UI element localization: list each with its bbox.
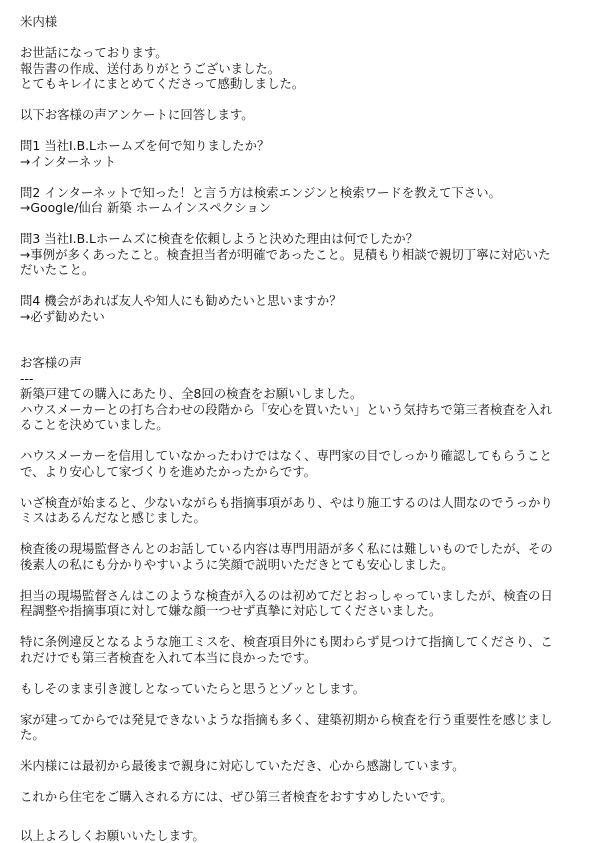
voice-paragraph [20, 712, 584, 743]
voice-line: た。 [20, 727, 584, 743]
voice-paragraph [20, 541, 584, 572]
intro-line: とてもキレイにまとめてくださって感動しました。 [20, 76, 584, 92]
question-text: 問4 機会があれば友人や知人にも勧めたいと思いますか？ [20, 293, 584, 309]
voice-paragraph [20, 758, 584, 774]
answer-text: →Google/仙台 新築 ホームインスペクション [20, 200, 584, 216]
question-text: 問1 当社I.B.Lホームズを何で知りましたか？ [20, 138, 584, 154]
question-text: 問3 当社I.B.Lホームズに検査を依頼しようと決めた理由は何でしたか？ [20, 231, 584, 247]
voice-line: 家が建ってからでは発見できないような指摘も多く、建築初期から検査を行う重要性を感じまし [20, 712, 584, 728]
answer-text: →事例が多くあったこと。検査担当者が明確であったこと。見積もり相談で親切丁寧に対応いた [20, 247, 584, 263]
email-body [20, 14, 584, 843]
voice-line: ハウスメーカーとの打ち合わせの段階から「安心を買いたい」という気持ちで第三者検査を入れ [20, 402, 584, 418]
salutation: 米内様 [20, 14, 584, 30]
voice-line: 担当の現場監督さんはこのような検査が入るのは初めてだとおっしゃっていましたが、検査の日 [20, 588, 584, 604]
answer-text: →インターネット [20, 154, 584, 170]
voice-line: 後素人の私にも分かりやすいように笑顔で説明いただきとても安心しました。 [20, 557, 584, 573]
voice-line: で、より安心して家づくりを進めたかったからです。 [20, 464, 584, 480]
voice-line: 程調整や指摘事項に対して嫌な顔一つせず真摯に対応してくださいました。 [20, 603, 584, 619]
intro-line: 報告書の作成、送付ありがとうございました。 [20, 61, 584, 77]
voice-line: れだけでも第三者検査を入れて本当に良かったです。 [20, 650, 584, 666]
voice-line: ミスはあるんだなと感じました。 [20, 510, 584, 526]
voice-paragraph [20, 634, 584, 665]
survey-question-3 [20, 231, 584, 278]
voice-line: ハウスメーカーを信用していなかったわけではなく、専門家の目でしっかり確認してもらうこと [20, 448, 584, 464]
survey-question-1 [20, 138, 584, 169]
voice-paragraph [20, 789, 584, 805]
voice-heading: お客様の声 [20, 355, 584, 371]
answer-text: →必ず勧めたい [20, 309, 584, 325]
question-text: 問2 インターネットで知った！と言う方は検索エンジンと検索ワードを教えて下さい。 [20, 185, 584, 201]
voice-line: もしそのまま引き渡しとなっていたらと思うとゾッとします。 [20, 681, 584, 697]
voice-line: 新築戸建ての購入にあたり、全8回の検査をお願いしました。 [20, 386, 584, 402]
voice-divider: --- [20, 371, 584, 387]
survey-intro: 以下お客様の声アンケートに回答します。 [20, 107, 584, 123]
voice-line: 米内様には最初から最後まで親身に対応していただき、心から感謝しています。 [20, 758, 584, 774]
voice-paragraph [20, 386, 584, 433]
intro-line: お世話になっております。 [20, 45, 584, 61]
voice-paragraph [20, 681, 584, 697]
voice-line: これから住宅をご購入される方には、ぜひ第三者検査をおすすめしたいです。 [20, 789, 584, 805]
survey-question-2 [20, 185, 584, 216]
voice-paragraph [20, 588, 584, 619]
survey-question-4 [20, 293, 584, 324]
voice-paragraph [20, 495, 584, 526]
voice-line: ることを決めていました。 [20, 417, 584, 433]
voice-line: 検査後の現場監督さんとのお話している内容は専門用語が多く私には難しいものでしたが、その [20, 541, 584, 557]
answer-text: だいたこと。 [20, 262, 584, 278]
voice-paragraph [20, 448, 584, 479]
voice-line: いざ検査が始まると、少ないながらも指摘事項があり、やはり施工するのは人間なのでうっかり [20, 495, 584, 511]
closing: 以上よろしくお願いいたします。 [20, 828, 584, 843]
voice-line: 特に条例違反となるような施工ミスを、検査項目外にも関わらず見つけて指摘してくださり、こ [20, 634, 584, 650]
